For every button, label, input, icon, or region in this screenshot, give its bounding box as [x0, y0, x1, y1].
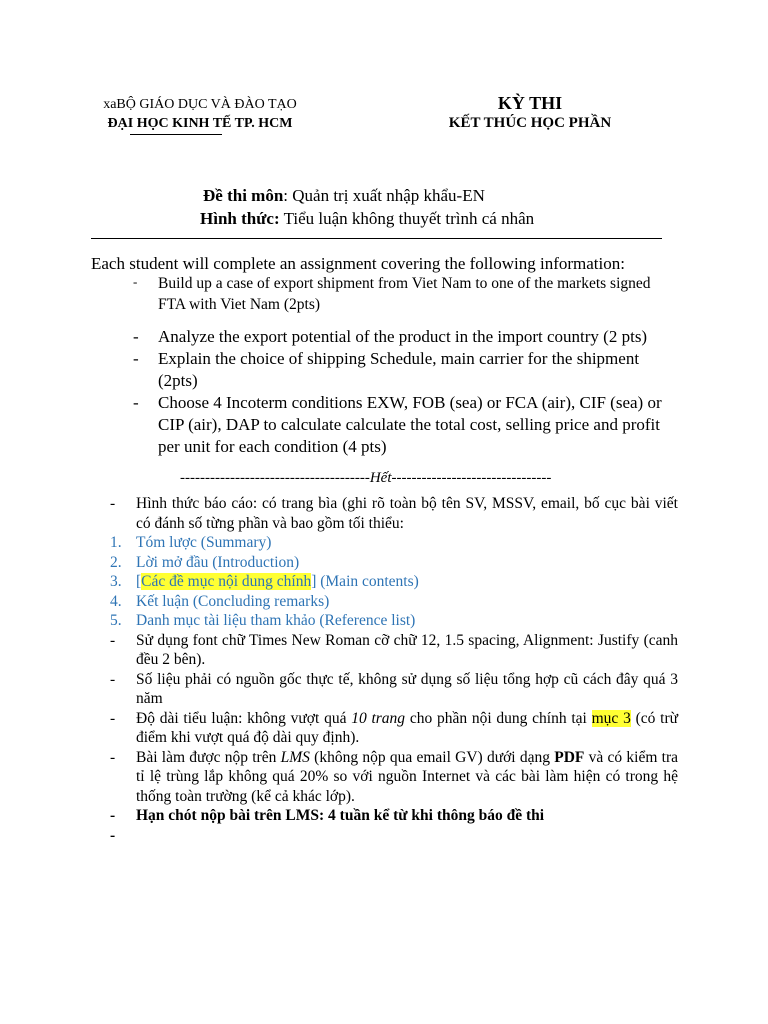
exam-format — [200, 209, 534, 229]
task-list-first — [91, 273, 671, 315]
submit-rule-item — [110, 748, 678, 807]
report-format-text: Hình thức báo cáo: có trang bìa (ghi rõ toàn bộ tên SV, MSSV, email, bố cục bài viết có đánh số từng phần và bao gồm tối thiểu: — [136, 495, 678, 532]
section-number: 1. — [110, 534, 122, 551]
section-text: Danh mục tài liệu tham khảo (Reference list) — [136, 612, 416, 629]
section-highlight: Các đề mục nội dung chính — [141, 573, 312, 590]
task-dash: - — [133, 349, 139, 368]
university-name: ĐẠI HỌC KINH TẾ TP. HCM — [107, 116, 293, 131]
data-rule-item — [110, 670, 678, 709]
submit-rule-text-mid: (không nộp qua email GV) dưới dạng — [309, 748, 555, 766]
length-rule-text-post: (có trừ điểm khi vượt quá độ dài quy định). — [136, 709, 679, 746]
section-number: 5. — [110, 612, 122, 629]
exam-subtitle: KẾT THÚC HỌC PHẦN — [448, 115, 612, 131]
subject-separator: : — [283, 186, 293, 205]
submit-rule-text: Bài làm được nộp trên — [136, 748, 281, 766]
item-dash: - — [110, 670, 116, 688]
section-bracket-open: [ — [136, 573, 142, 590]
horizontal-rule — [91, 238, 662, 239]
item-dash: - — [110, 631, 116, 649]
section-item — [110, 553, 678, 573]
section-text: Kết luận (Concluding remarks) — [136, 592, 330, 610]
section-item — [110, 533, 678, 553]
length-rule-highlight: mục 3 — [591, 709, 631, 727]
format-label: Hình thức: — [200, 209, 280, 228]
data-rule-text: Số liệu phải có nguồn gốc thực tế, không sử dụng số liệu tổng hợp cũ cách đây quá 3 năm — [136, 670, 678, 707]
length-rule-text: Độ dài tiểu luận: không vượt quá — [136, 709, 352, 727]
task-dash: - — [133, 274, 138, 289]
task-text: Explain the choice of shipping Schedule, main carrier for the shipment (2pts) — [158, 349, 640, 390]
assignment-intro: Each student will complete an assignment covering the following information: — [91, 254, 625, 273]
section-item — [110, 572, 678, 592]
exam-title: KỲ THI — [497, 93, 563, 113]
task-item — [91, 348, 671, 392]
task-text: Choose 4 Incoterm conditions EXW, FOB (sea) or FCA (air), CIF (sea) or CIP (air), DAP to calculate calculate the total cost, selling price and profit per unit for each condition (4 pts) — [158, 393, 662, 456]
task-item — [91, 273, 671, 315]
length-rule-text-mid: cho phần nội dung chính tại — [405, 709, 592, 727]
section-number: 3. — [110, 573, 122, 590]
task-text: Build up a case of export shipment from Viet Nam to one of the markets signed FTA with Viet Nam (2pts) — [158, 275, 651, 313]
task-list — [91, 326, 671, 458]
font-rule-text: Sử dụng font chữ Times New Roman cỡ chữ 12, 1.5 spacing, Alignment: Justify (canh đều 2 bên). — [136, 631, 678, 668]
deadline-item — [110, 806, 678, 826]
item-dash: - — [110, 748, 116, 766]
task-text: Analyze the export potential of the product in the import country (2 pts) — [158, 327, 648, 346]
length-rule-pages: 10 trang — [351, 709, 406, 727]
header-underline — [130, 134, 222, 135]
format-value: Tiểu luận không thuyết trình cá nhân — [279, 209, 535, 228]
task-dash: - — [133, 327, 139, 346]
section-number: 4. — [110, 592, 122, 610]
end-marker — [180, 470, 551, 487]
submit-rule-lms: LMS — [280, 748, 310, 766]
task-item — [91, 326, 671, 348]
length-rule-item — [110, 709, 678, 748]
empty-item — [110, 826, 678, 846]
submit-rule-text-post: và có kiểm tra tỉ lệ trùng lắp không quá 20% so với nguồn Internet và các bài làm hiện có trong hệ thống toàn trường (kể cả khác lớp). — [136, 748, 678, 805]
subject-label: Đề thi môn — [203, 186, 284, 205]
submit-rule-pdf: PDF — [554, 748, 585, 766]
report-format-item — [110, 494, 678, 533]
subject-value: Quản trị xuất nhập khẩu-EN — [292, 186, 485, 205]
task-item — [91, 392, 671, 458]
font-rule-item — [110, 631, 678, 670]
section-text: Tóm lược (Summary) — [136, 534, 272, 551]
deadline-text: Hạn chót nộp bài trên LMS: 4 tuần kể từ khi thông báo đề thi — [136, 807, 545, 824]
end-marker-word: Hết — [369, 470, 392, 486]
item-dash: - — [110, 495, 116, 512]
end-marker-left: -------------------------------------- — [180, 470, 370, 486]
section-text: Lời mở đầu (Introduction) — [136, 553, 300, 571]
end-marker-right: -------------------------------- — [391, 470, 552, 486]
section-text: ] (Main contents) — [311, 573, 419, 590]
task-dash: - — [133, 393, 139, 412]
exam-subject — [203, 186, 485, 206]
ministry-name: xaBỘ GIÁO DỤC VÀ ĐÀO TẠO — [103, 97, 297, 112]
item-dash: - — [110, 709, 116, 727]
item-dash: - — [110, 807, 116, 824]
section-item — [110, 592, 678, 612]
section-item — [110, 611, 678, 631]
item-dash: - — [110, 826, 116, 844]
section-number: 2. — [110, 553, 122, 571]
report-requirements — [110, 494, 678, 845]
